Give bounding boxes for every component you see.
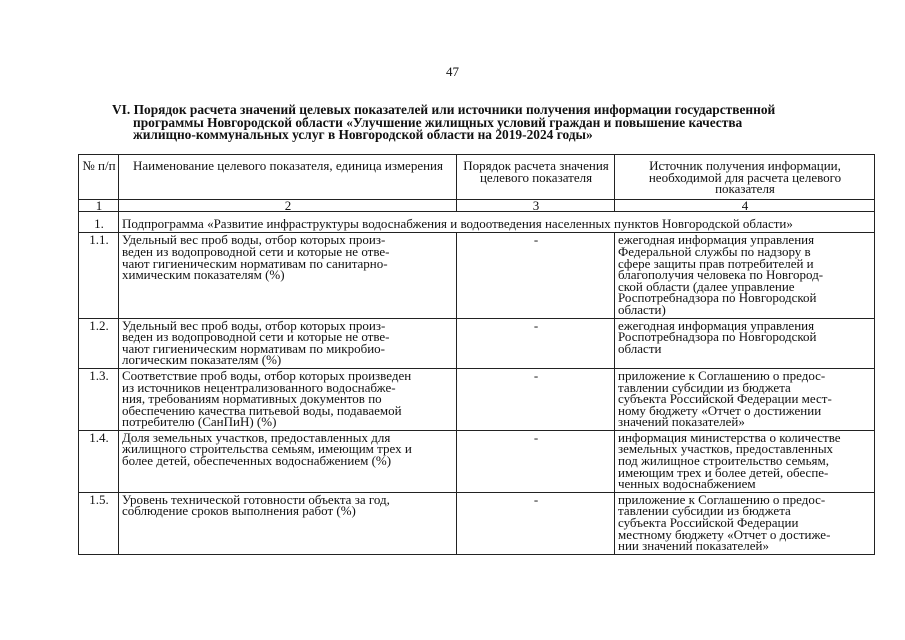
subprogram-title: Подпрограмма «Развитие инфраструктуры водоснабжения и водоотведения населенных пунктов Новгородской области» bbox=[119, 211, 875, 233]
information-source-line: Роспотребнадзора по Новгородской bbox=[618, 329, 817, 345]
table-row bbox=[79, 233, 875, 318]
table-header-row bbox=[79, 155, 875, 200]
information-source-line: тавлении субсидии из бюджета bbox=[618, 379, 791, 395]
information-source-line: области) bbox=[618, 301, 666, 317]
indicator-name-line: химическим показателям (%) bbox=[122, 267, 285, 283]
indicator-name bbox=[119, 233, 457, 318]
calculation-method: - bbox=[457, 492, 615, 554]
information-source-line: значений показателей» bbox=[618, 414, 745, 430]
information-source-line: ежегодная информация управления bbox=[618, 232, 815, 248]
indicator-name-line: веден из водопроводной сети и которые не отве- bbox=[122, 329, 390, 345]
information-source-line: области bbox=[618, 340, 662, 356]
information-source bbox=[615, 318, 875, 368]
information-source-line: ченных водоснабжением bbox=[618, 476, 756, 492]
information-source-line: Роспотребнадзора по Новгородской bbox=[618, 290, 817, 306]
indicator-name-line: жилищного строительства семьям, имеющим трех и bbox=[122, 441, 412, 457]
column-index: 4 bbox=[615, 199, 875, 211]
indicator-name bbox=[119, 368, 457, 430]
indicator-name-line: чают гигиеническим нормативам по микробио- bbox=[122, 340, 385, 356]
indicator-number: 1.4. bbox=[79, 430, 119, 492]
indicator-name-line: из источников нецентрализованного водоснабже- bbox=[122, 379, 396, 395]
calculation-method: - bbox=[457, 430, 615, 492]
title-line: программы Новгородской области «Улучшение жилищных условий граждан и повышение качества bbox=[133, 114, 743, 130]
information-source-line: тавлении субсидии из бюджета bbox=[618, 503, 791, 519]
indicator-name-line: Уровень технической готовности объекта за год, bbox=[122, 491, 390, 507]
indicator-name-line: соблюдение сроков выполнения работ (%) bbox=[122, 503, 356, 519]
information-source-line: субъекта Российской Федерации мест- bbox=[618, 391, 832, 407]
information-source-line: ежегодная информация управления bbox=[618, 317, 815, 333]
indicator-name-line: чают гигиеническим нормативам по санитарно- bbox=[122, 255, 388, 271]
information-source-line: приложение к Соглашению о предос- bbox=[618, 367, 826, 383]
indicator-name bbox=[119, 318, 457, 368]
table-row bbox=[79, 492, 875, 554]
information-source bbox=[615, 233, 875, 318]
indicator-number: 1.5. bbox=[79, 492, 119, 554]
information-source-line: приложение к Соглашению о предос- bbox=[618, 491, 826, 507]
information-source-line: нии значений показателей» bbox=[618, 538, 769, 554]
information-source-line: ской области (далее управление bbox=[618, 278, 795, 294]
column-index: 2 bbox=[119, 199, 457, 211]
information-source-line: сфере защиты прав потребителей и bbox=[618, 255, 814, 271]
subprogram-number: 1. bbox=[79, 211, 119, 233]
title-line: жилищно-коммунальных услуг в Новгородской области на 2019-2024 годы» bbox=[133, 127, 593, 142]
table-row bbox=[79, 368, 875, 430]
subprogram-row bbox=[79, 211, 875, 233]
title-line: VI. Порядок расчета значений целевых показателей или источники получения информации государственной bbox=[112, 102, 776, 117]
table-row bbox=[79, 318, 875, 368]
indicator-name-line: веден из водопроводной сети и которые не отве- bbox=[122, 243, 390, 259]
indicator-name-line: логическим показателям (%) bbox=[122, 352, 282, 368]
header-indicator-name: Наименование целевого показателя, единица измерения bbox=[119, 155, 457, 200]
information-source-line: субъекта Российской Федерации bbox=[618, 515, 799, 531]
calculation-method: - bbox=[457, 233, 615, 318]
column-index: 1 bbox=[79, 199, 119, 211]
indicator-number: 1.1. bbox=[79, 233, 119, 318]
indicator-name-line: обеспечению качества питьевой воды, подаваемой bbox=[122, 402, 402, 418]
indicator-name-line: Доля земельных участков, предоставленных для bbox=[122, 429, 391, 445]
information-source-line: имеющим трех и более детей, обеспе- bbox=[618, 464, 829, 480]
indicator-name-line: Соответствие проб воды, отбор которых произведен bbox=[122, 367, 412, 383]
information-source-line: благополучия человека по Новгород- bbox=[618, 267, 824, 283]
column-index: 3 bbox=[457, 199, 615, 211]
information-source bbox=[615, 430, 875, 492]
page-number: 47 bbox=[446, 64, 459, 79]
section-title bbox=[112, 104, 862, 142]
header-number: № п/п bbox=[79, 155, 119, 200]
indicator-name-line: более детей, обеспеченных водоснабжением (%) bbox=[122, 453, 392, 469]
information-source-line: информация министерства о количестве bbox=[618, 429, 841, 445]
indicator-name bbox=[119, 492, 457, 554]
indicator-name-line: Удельный вес проб воды, отбор которых произ- bbox=[122, 232, 386, 248]
indicator-name-line: ния, требованиям нормативных документов по bbox=[122, 391, 382, 407]
information-source-line: под жилищное строительство семьям, bbox=[618, 453, 829, 469]
table-row bbox=[79, 430, 875, 492]
information-source bbox=[615, 368, 875, 430]
information-source bbox=[615, 492, 875, 554]
column-index-row bbox=[79, 199, 875, 211]
header-information-source: Источник получения информации, необходимой для расчета целевого показателя bbox=[615, 155, 875, 200]
information-source-line: Федеральной службы по надзору в bbox=[618, 243, 811, 259]
header-calculation-method: Порядок расчета значения целевого показателя bbox=[457, 155, 615, 200]
indicator-number: 1.2. bbox=[79, 318, 119, 368]
calculation-method: - bbox=[457, 318, 615, 368]
information-source-line: земельных участков, предоставленных bbox=[618, 441, 834, 457]
information-source-line: местному бюджету «Отчет о достиже- bbox=[618, 526, 831, 542]
indicator-name-line: Удельный вес проб воды, отбор которых произ- bbox=[122, 317, 386, 333]
information-source-line: ному бюджету «Отчет о достижении bbox=[618, 402, 822, 418]
indicator-number: 1.3. bbox=[79, 368, 119, 430]
calculation-method: - bbox=[457, 368, 615, 430]
indicators-table bbox=[78, 154, 875, 555]
indicator-name bbox=[119, 430, 457, 492]
indicator-name-line: потребителю (СанПиН) (%) bbox=[122, 414, 277, 430]
